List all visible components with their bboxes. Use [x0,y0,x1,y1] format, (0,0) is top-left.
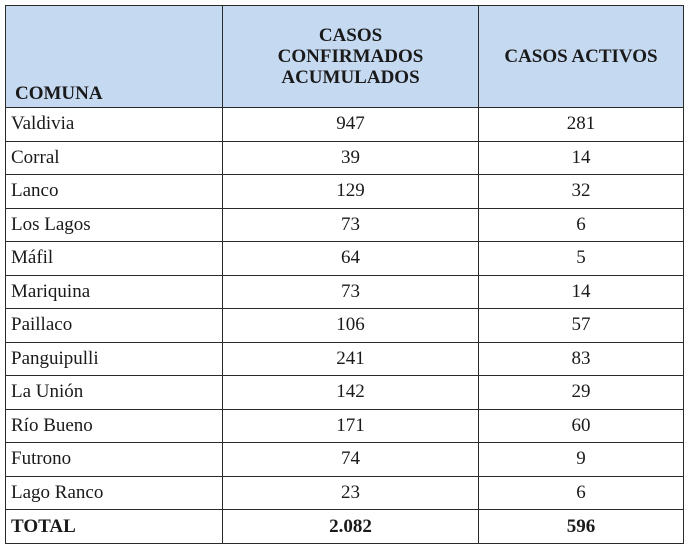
activos-cell: 6 [479,476,684,510]
confirmados-cell: 106 [223,309,479,343]
table-row [6,242,684,276]
confirmados-cell: 947 [223,108,479,142]
table-body [6,108,684,510]
activos-cell: 83 [479,342,684,376]
confirmados-cell: 241 [223,342,479,376]
total-label: TOTAL [6,510,223,544]
header-casos-activos: CASOS ACTIVOS [479,6,684,108]
table-row [6,409,684,443]
header-row [6,6,684,108]
activos-cell: 14 [479,275,684,309]
confirmados-cell: 39 [223,141,479,175]
comuna-cell: La Unión [6,376,223,410]
comuna-cell: Río Bueno [6,409,223,443]
activos-cell: 57 [479,309,684,343]
activos-cell: 60 [479,409,684,443]
activos-cell: 9 [479,443,684,477]
comuna-cell: Lanco [6,175,223,209]
table-row [6,275,684,309]
table-row [6,476,684,510]
table-row [6,175,684,209]
activos-cell: 14 [479,141,684,175]
total-row [6,510,684,544]
comuna-cell: Paillaco [6,309,223,343]
comuna-cell: Los Lagos [6,208,223,242]
comuna-cell: Máfil [6,242,223,276]
table-row [6,108,684,142]
table-footer [6,510,684,544]
header-casos-confirmados-acumulados [223,6,479,108]
comuna-cell: Mariquina [6,275,223,309]
total-activos: 596 [479,510,684,544]
activos-cell: 6 [479,208,684,242]
table-row [6,342,684,376]
cases-by-comuna-table [5,5,684,544]
total-confirmados: 2.082 [223,510,479,544]
cases-table-container [5,5,684,544]
activos-cell: 5 [479,242,684,276]
header-comuna: COMUNA [6,6,223,108]
confirmados-cell: 23 [223,476,479,510]
activos-cell: 32 [479,175,684,209]
confirmados-cell: 64 [223,242,479,276]
confirmados-cell: 142 [223,376,479,410]
comuna-cell: Futrono [6,443,223,477]
comuna-cell: Valdivia [6,108,223,142]
table-row [6,141,684,175]
activos-cell: 281 [479,108,684,142]
table-row [6,208,684,242]
header-confirmados-line-3: ACUMULADOS [281,67,420,88]
table-row [6,376,684,410]
comuna-cell: Panguipulli [6,342,223,376]
confirmados-cell: 171 [223,409,479,443]
comuna-cell: Lago Ranco [6,476,223,510]
confirmados-cell: 129 [223,175,479,209]
confirmados-cell: 73 [223,275,479,309]
activos-cell: 29 [479,376,684,410]
comuna-cell: Corral [6,141,223,175]
header-confirmados-line-1: CASOS [318,25,383,46]
confirmados-cell: 73 [223,208,479,242]
table-row [6,443,684,477]
table-header [6,6,684,108]
table-row [6,309,684,343]
confirmados-cell: 74 [223,443,479,477]
header-confirmados-line-2: CONFIRMADOS [277,46,424,67]
